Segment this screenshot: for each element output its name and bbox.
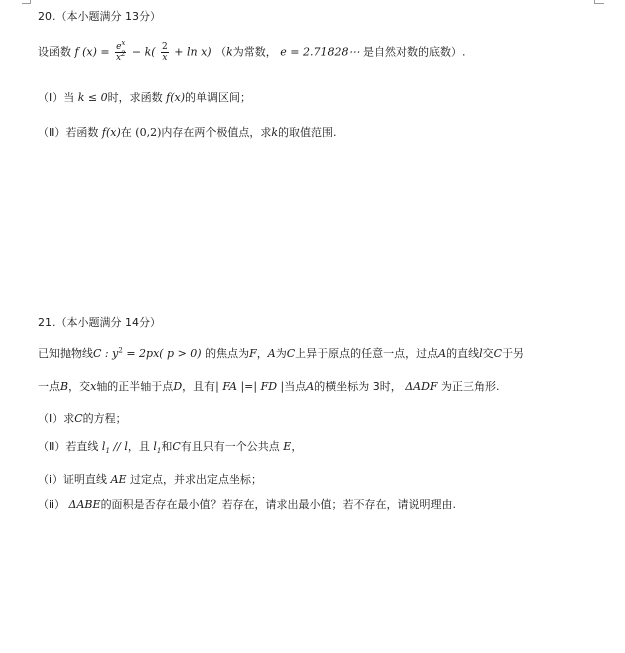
q21-p2-l1-base: l <box>101 440 106 453</box>
q21-l2-g: 为正三角形. <box>441 380 500 393</box>
q20-part2-text-a: 在 <box>120 126 132 139</box>
q20-part1-cond: k ≤ 0 <box>77 91 108 104</box>
q21-subpart-ii <box>38 497 456 513</box>
q20-part2-interval: (0,2) <box>135 126 162 139</box>
q21-l2-D: D <box>173 380 183 393</box>
q20-fraction-2-over-x <box>161 42 169 63</box>
q21-pi-b: 过定点，并求出定点坐标； <box>130 473 263 486</box>
q21-l1-a: 已知抛物线 <box>38 347 93 360</box>
q21-statement-line1 <box>38 346 524 362</box>
q20-k-const: 为常数， <box>232 45 277 59</box>
q21-l2-triangle: ΔADF <box>405 380 438 393</box>
q21-pii-b: 的面积是否存在最小值？若存在，请求出最小值；若不存在，请说明理由. <box>100 498 457 511</box>
q20-part2 <box>38 125 337 141</box>
q21-p2-l1b-base: l <box>153 440 157 453</box>
q20-header: 20.（本小题满分 13分） <box>38 10 161 23</box>
q21-l1-f: 的直线 <box>446 347 480 360</box>
q21-pii-a: （ⅱ） <box>38 498 66 511</box>
q20-part1-label: （Ⅰ）当 <box>38 91 75 104</box>
q21-p1-C: C <box>74 412 83 425</box>
q20-part2-func: f(x) <box>101 126 121 139</box>
q21-p2-d: 有且只有一个公共点 <box>180 440 280 453</box>
q21-l1-c: ， <box>256 347 268 360</box>
q21-p2-C: C <box>172 440 181 453</box>
q21-l2-x: x <box>90 380 97 393</box>
crop-mark-left-h <box>22 3 31 4</box>
q21-l2-a: 一点 <box>38 380 60 393</box>
q21-p2-l1 <box>101 440 110 456</box>
q20-minus-k: − k( <box>131 45 156 59</box>
q21-l1-d: 为 <box>275 347 287 360</box>
q21-l2-eq: | FA |=| FD | <box>215 380 285 393</box>
q21-l1-h: 于另 <box>502 347 525 360</box>
q21-p2-a: （Ⅱ）若直线 <box>38 440 99 453</box>
q21-p2-b: ，且 <box>127 440 150 453</box>
crop-mark-right-h <box>595 3 604 4</box>
q20-part2-text-c: 的取值范围. <box>278 126 337 139</box>
q21-p2-e: ， <box>291 440 303 453</box>
q21-l1-g: 交 <box>482 347 494 360</box>
q21-p2-E: E <box>283 440 292 453</box>
q20-func-lhs: f (x) = <box>74 45 110 59</box>
q21-header: 21.（本小题满分 14分） <box>38 316 161 329</box>
q21-l2-e: 当点 <box>284 380 307 393</box>
q21-p1-b: 的方程； <box>82 412 127 425</box>
q21-statement-line2 <box>38 379 500 395</box>
q20-part2-label: （Ⅱ）若函数 <box>38 126 99 139</box>
q21-l2-b: ，交 <box>68 380 91 393</box>
q21-l2-d: ，且有 <box>182 380 216 393</box>
q20-function-definition <box>38 39 466 63</box>
q21-p2-l1b-sub: 1 <box>156 447 162 456</box>
q21-l1-parabola: C : y <box>93 347 119 360</box>
q21-l2-B: B <box>60 380 69 393</box>
q21-l2-A: A <box>306 380 315 393</box>
q20-e-desc: 是自然对数的底数）. <box>362 45 466 59</box>
q21-l1-A2: A <box>438 347 447 360</box>
q21-l1-l: l <box>479 347 483 360</box>
q20-fraction-ex-over-x2 <box>115 39 126 63</box>
q21-l2-c: 轴的正半轴于点 <box>96 380 174 393</box>
q20-frac2-num: 2 <box>162 42 168 52</box>
q20-frac1-num-sup: x <box>121 39 126 47</box>
q21-l1-parabola-b: = 2px( p > 0) <box>126 347 202 360</box>
q21-pii-triangle: ΔABE <box>68 498 101 511</box>
q21-pi-AE: AE <box>110 473 127 486</box>
q20-part1-func: f(x) <box>166 91 185 104</box>
q20-part1-text-a: 时，求函数 <box>107 91 163 104</box>
q21-l1-A: A <box>267 347 276 360</box>
q21-p2-parallel: // l <box>113 440 128 453</box>
q21-l1-C: C <box>286 347 296 360</box>
q20-paren: （ <box>215 45 227 59</box>
q21-part2 <box>38 439 302 455</box>
q20-frac1-den: x <box>115 53 122 63</box>
q21-l1-C2: C <box>493 347 503 360</box>
q20-frac1-num: e <box>116 42 122 52</box>
q20-part2-k: k <box>271 126 279 139</box>
q20-frac1-den-sup: 2 <box>121 50 126 58</box>
q21-l1-sup: 2 <box>118 346 123 355</box>
q21-p1-a: （Ⅰ）求 <box>38 412 75 425</box>
q21-l1-F: F <box>249 347 257 360</box>
q21-l2-f: 的横坐标为 3时， <box>314 380 402 393</box>
q21-pi-a: （ⅰ）证明直线 <box>38 473 108 486</box>
q20-part2-text-b: 内存在两个极值点，求 <box>161 126 272 139</box>
q20-def-prefix: 设函数 <box>38 45 71 59</box>
q21-subpart-i <box>38 472 262 488</box>
q21-l1-b: 的焦点为 <box>205 347 250 360</box>
q20-plus-ln: + ln x) <box>174 45 212 59</box>
q20-e-value: e = 2.71828⋯ <box>280 45 360 59</box>
q21-l1-e: 上异于原点的任意一点，过点 <box>295 347 439 360</box>
q20-k-var: k <box>226 45 233 59</box>
q20-part1 <box>38 90 251 106</box>
q20-part1-text-b: 的单调区间； <box>184 91 251 104</box>
q20-frac2-den: x <box>162 53 168 63</box>
q21-p2-c: 和 <box>161 440 173 453</box>
q21-part1 <box>38 411 127 427</box>
q21-p2-l1-sub: 1 <box>105 447 110 456</box>
